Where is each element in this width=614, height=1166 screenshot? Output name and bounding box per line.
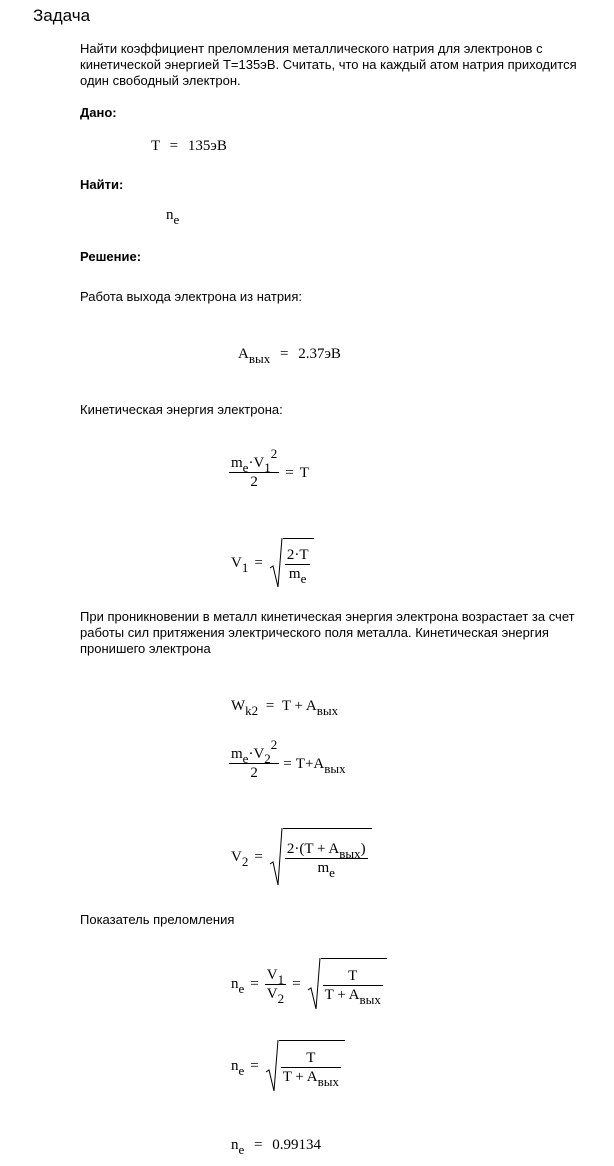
refraction-sqrt: $\frac{T}{\text{T + Aвых}}$ (265, 1040, 345, 1092)
radical-sign (307, 958, 321, 1010)
problem-text: Найти коэффициент преломления металлического натрия для электронов с кинетической энергией Т=135эВ. Считать, что на каждый атом натрия приходится один свободный электрон. (80, 41, 577, 88)
given-formula: T = 135эВ (151, 138, 227, 154)
kinetic-energy2-formula: $\frac{me\cdot V22}{2}$ = T + A вых (231, 737, 346, 781)
find-formula: ne (166, 207, 180, 227)
solution-heading: Решение: (80, 249, 142, 264)
page-title: Задача (33, 6, 91, 25)
kinetic-energy-formula: $\frac{me\cdot V12}{2}$ = T (231, 446, 309, 490)
wk2-formula: Wk2 = T + Aвых (231, 698, 339, 718)
work-function-formula: Aвых = 2.37эВ (238, 346, 341, 366)
work-function-text: Работа выхода электрона из натрия: (80, 289, 302, 304)
velocity2-sqrt: $\frac{\text{2·(T + Aвых)}}{me}$ (269, 828, 372, 886)
velocity1-sqrt: $\frac{2\cdot T}{me}$ (269, 538, 315, 588)
velocity1-formula: V 1 = $\frac{2\cdot T}{me}$ (231, 538, 314, 588)
radical-sign (265, 1040, 279, 1092)
find-heading: Найти: (80, 177, 124, 192)
radical-sign (269, 828, 283, 886)
refraction-index-text: Показатель преломления (80, 912, 235, 927)
refraction-sqrt-formula: n e = $\frac{T}{\text{T + Aвых}}$ (231, 1040, 345, 1092)
given-heading: Дано: (80, 105, 117, 120)
kinetic-energy-text: Кинетическая энергия электрона: (80, 402, 283, 417)
velocity2-formula: V 2 = $\frac{\text{2·(T + Aвых)}}{me}$ (231, 828, 372, 886)
refraction-result: ne = 0.99134 (231, 1137, 321, 1157)
kinetic-fraction: $\frac{me\cdot V12}{2}$ (231, 446, 278, 490)
ratio-sqrt: $\frac{T}{\text{T + Aвых}}$ (307, 958, 387, 1010)
penetration-text: При проникновении в металл кинетическая энергия электрона возрастает за счет работы сил притяжения электрического поля металла. Кинетическая энергия пронишего электрона (80, 609, 575, 656)
radical-sign (269, 538, 283, 588)
kinetic2-fraction: $\frac{me\cdot V22}{2}$ (231, 737, 278, 781)
refraction-ratio-formula: n e = $\frac{V1}{V2}$ = $\frac{T}{\text{T + Aвых}}$ (231, 958, 387, 1010)
